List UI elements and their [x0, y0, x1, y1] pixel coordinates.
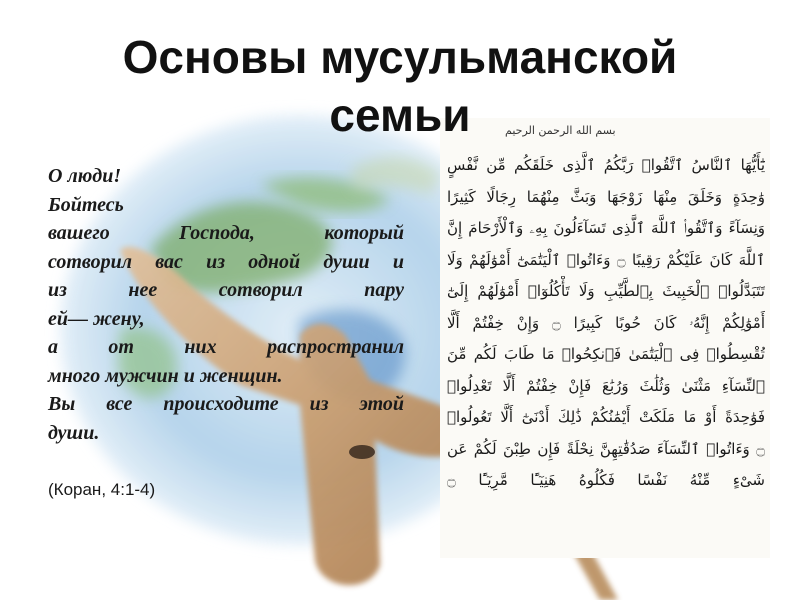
quote-line: а от них распространил — [48, 336, 404, 358]
arabic-line: وَٰحِدَةٍ وَخَلَقَ مِنْهَا زَوْجَهَا وَبَثَّ مِنْهُمَا رِجَالًا كَثِيرًا — [447, 187, 765, 206]
arabic-line: وَنِسَآءً وَٱتَّقُوا۟ ٱللَّهَ ٱلَّذِى تَسَآءَلُونَ بِهِۦ وَٱلْأَرْحَامَ إِنَّ — [447, 219, 765, 237]
slide-title: Основы мусульманской семьи — [122, 31, 678, 141]
quote-line: вашего Господа, который — [48, 222, 404, 244]
quote-line: сотворил вас из одной души и — [48, 250, 404, 273]
quote-source: (Коран, 4:1-4) — [48, 480, 156, 499]
quote-text — [48, 162, 404, 447]
quote-line: души. — [48, 421, 100, 444]
arabic-line: ٱللَّهَ كَانَ عَلَيْكُمْ رَقِيبًا ۝ وَءَاتُوا۟ ٱلْيَتَٰمَىٰٓ أَمْوَٰلَهُمْ وَلَا — [447, 250, 765, 269]
quote-line: много мужчин и женщин. — [48, 364, 283, 387]
quote-line: Бойтесь — [48, 193, 124, 216]
quote-line: из нее сотворил пару — [48, 279, 404, 301]
arabic-line: ٱلنِّسَآءِ مَثْنَىٰ وَثُلَٰثَ وَرُبَٰعَ فَإِنْ خِفْتُمْ أَلَّا تَعْدِلُوا۟ — [447, 376, 765, 395]
arabic-line: أَمْوَٰلِكُمْ إِنَّهُۥ كَانَ حُوبًا كَبِيرًا ۝ وَإِنْ خِفْتُمْ أَلَّا — [447, 313, 765, 332]
quote-line: Вы все происходите из этой — [48, 393, 404, 415]
arabic-line: فَوَٰحِدَةً أَوْ مَا مَلَكَتْ أَيْمَٰنُكُمْ ذَٰلِكَ أَدْنَىٰٓ أَلَّا تَعُولُوا۟ — [447, 408, 765, 426]
arabic-line: شَىْءٍ مِّنْهُ نَفْسًا فَكُلُوهُ هَنِيٓـًٔا مَّرِيٓـًٔا ۝ — [447, 471, 765, 489]
arabic-line: ۝ وَءَاتُوا۟ ٱلنِّسَآءَ صَدُقَٰتِهِنَّ نِحْلَةً فَإِن طِبْنَ لَكُمْ عَن — [447, 439, 765, 458]
quran-page-header: بسم الله الرحمن الرحيم — [505, 124, 616, 137]
arabic-line: تَتَبَدَّلُوا۟ ٱلْخَبِيثَ بِٱلطَّيِّبِ وَلَا تَأْكُلُوٓا۟ أَمْوَٰلَهُمْ إِلَىٰٓ — [447, 282, 765, 300]
quote-line: О люди! — [48, 165, 122, 187]
quote-line: ей— жену, — [48, 307, 145, 330]
arabic-line: تُقْسِطُوا۟ فِى ٱلْيَتَٰمَىٰ فَٱنكِحُوا۟ مَا طَابَ لَكُم مِّنَ — [447, 345, 765, 363]
arabic-line: يَٰٓأَيُّهَا ٱلنَّاسُ ٱتَّقُوا۟ رَبَّكُمُ ٱلَّذِى خَلَقَكُم مِّن نَّفْسٍ — [447, 156, 765, 174]
quran-arabic-text — [447, 150, 765, 497]
